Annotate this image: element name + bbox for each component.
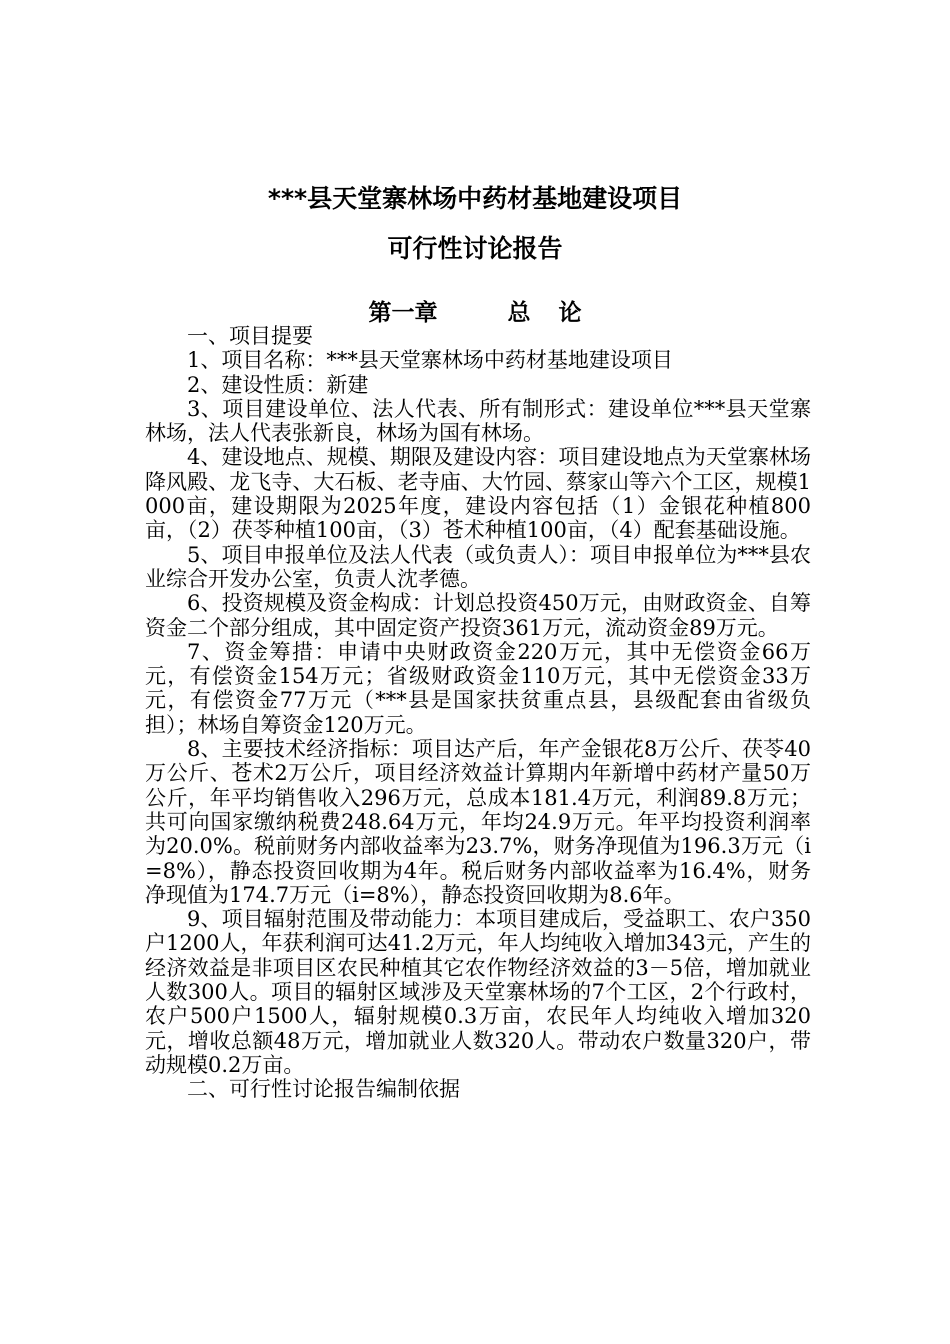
paragraph-location: 4、建设地点、规模、期限及建设内容：项目建设地点为天堂寨林场降风殿、龙飞寺、大石板、老寺庙、大竹园、蔡家山等六个工区，规模1000亩，建设期限为2025年度，建设内容包括（1）金银花种植800亩，（2）茯苓种植100亩，（3）苍术种植100亩，（4）配套基础设施。 — [145, 445, 811, 543]
paragraph-funding: 7、资金筹措：申请中央财政资金220万元，其中无偿资金66万元，有偿资金154万元；省级财政资金110万元，其中无偿资金33万元，有偿资金77万元（***县是国家扶贫重点县，县级配套由省级负担）；林场自筹资金120万元。 — [145, 639, 811, 737]
document-subtitle: 可行性讨论报告 — [387, 234, 563, 263]
chapter-title-char-1: 总 — [507, 300, 531, 326]
chapter-number: 第一章 — [368, 300, 438, 326]
paragraph-project-name: 1、项目名称：***县天堂寨林场中药材基地建设项目 — [187, 348, 673, 373]
chapter-title-char-2: 论 — [558, 300, 582, 326]
paragraph-indicators: 8、主要技术经济指标：项目达产后，年产金银花8万公斤、茯苓40万公斤、苍术2万公斤，项目经济效益计算期内年新增中药材产量50万公斤，年平均销售收入296万元，总成本181.4万元，利润89.8万元；共可向国家缴纳税费248.64万元，年均24.9万元。年平均投资利润率为20.0%。税前财务内部收益率为23.7%，财务净现值为196.3万元（i=8%），静态投资回收期为4年。税后财务内部收益率为16.4%，财务净现值为174.7万元（i=8%），静态投资回收期为8.6年。 — [145, 737, 811, 907]
paragraph-nature: 2、建设性质：新建 — [187, 372, 369, 397]
paragraph-applicant: 5、项目申报单位及法人代表（或负责人）：项目申报单位为***县农业综合开发办公室，负责人沈孝德。 — [145, 542, 811, 591]
body-text — [145, 324, 811, 1102]
paragraph-impact: 9、项目辐射范围及带动能力：本项目建成后，受益职工、农户350户1200人，年获利润可达41.2万元，年人均纯收入增加343元，产生的经济效益是非项目区农民种植其它农作物经济效益的3－5倍，增加就业人数300人。项目的辐射区域涉及天堂寨林场的7个工区，2个行政村，农户500户1500人，辐射规模0.3万亩，农民年人均纯收入增加320元，增收总额48万元，增加就业人数320人。带动农户数量320户，带动规模0.2万亩。 — [145, 907, 811, 1077]
paragraph-unit: 3、项目建设单位、法人代表、所有制形式：建设单位***县天堂寨林场，法人代表张新良，林场为国有林场。 — [145, 396, 811, 446]
section-heading-basis: 二、可行性讨论报告编制依据 — [187, 1077, 460, 1102]
section-heading-overview: 一、项目提要 — [187, 324, 313, 348]
document-title: ***县天堂寨林场中药材基地建设项目 — [267, 184, 683, 213]
paragraph-investment: 6、投资规模及资金构成：计划总投资450万元，由财政资金、自筹资金二个部分组成，其中固定资产投资361万元，流动资金89万元。 — [145, 591, 811, 640]
